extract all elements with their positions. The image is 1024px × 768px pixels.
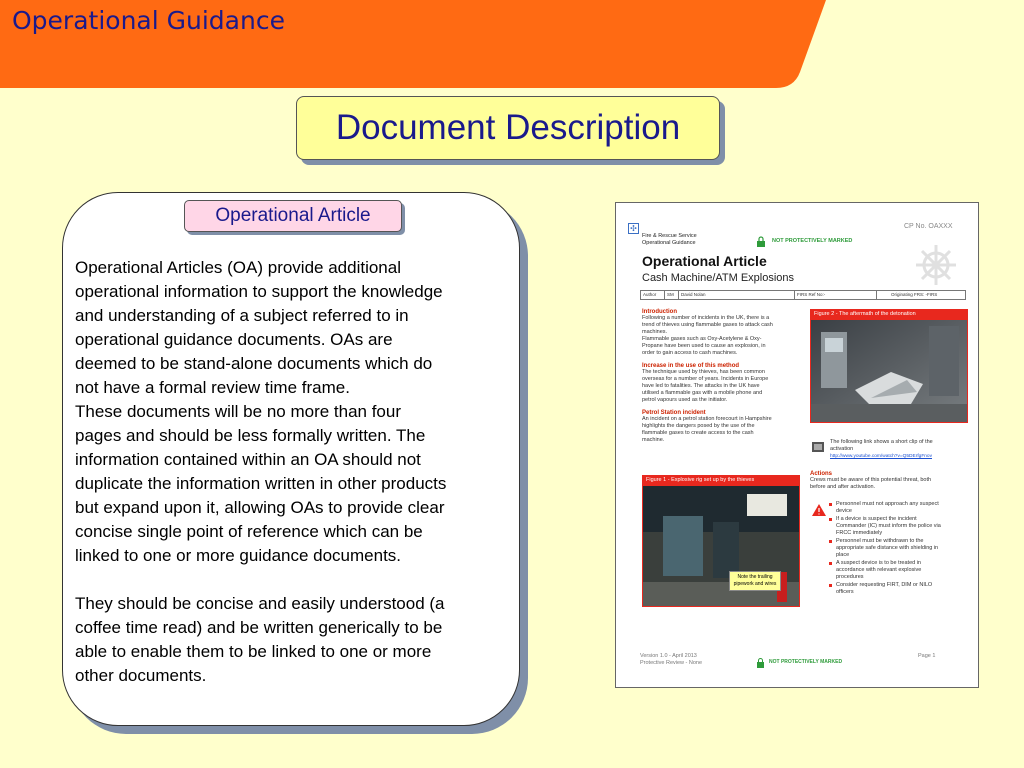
bullet-square-icon — [829, 562, 832, 565]
doc-bullet-line: device — [836, 508, 852, 514]
slide-title: Document Description — [296, 96, 720, 160]
doc-bullets — [828, 501, 972, 597]
bullet-square-icon — [829, 540, 832, 543]
doc-section-line: Propane have been used to cause an explosion, in — [642, 343, 766, 349]
card-line: operational guidance documents. OAs are — [75, 330, 393, 349]
card-line: and understanding of a subject referred to in — [75, 306, 409, 325]
doc-section-line: utilised a flammable gas with a mobile phone and — [642, 390, 763, 396]
doc-section-line: order to gain access to cash machines. — [642, 350, 738, 356]
doc-bullet-line: Personnel must not approach any suspect — [836, 501, 939, 507]
card-line: but expand upon it, allowing OAs to provide clear — [75, 498, 445, 517]
doc-section-line: machine. — [642, 437, 665, 443]
doc-section-line: Flammable gases such as Oxy-Acetylene & Oxy- — [642, 336, 762, 342]
doc-bullet-line: officers — [836, 589, 854, 595]
meta-cell: Author — [641, 291, 665, 299]
footer-line: Version 1.0 - April 2013 — [640, 653, 697, 659]
doc-bullet-line: If a device is suspect the incident — [836, 516, 917, 522]
card-line: concise single point of reference which can be — [75, 522, 423, 541]
card-body — [75, 256, 515, 688]
doc-sections — [642, 309, 802, 444]
crest-icon — [914, 243, 958, 287]
doc-org-line-2: Operational Guidance — [642, 240, 696, 246]
doc-bullet-line: accordance with relevant explosive — [836, 567, 922, 573]
card-line: pages and should be less formally written. The — [75, 426, 426, 445]
doc-bullet-line: Commander (IC) must inform the police via — [836, 523, 941, 529]
actions-intro-line: before and after activation. — [810, 484, 876, 490]
doc-bullet-line: FRCC immediately — [836, 530, 883, 536]
warning-icon — [812, 503, 826, 515]
document-preview — [615, 202, 979, 688]
bullet-square-icon — [829, 518, 832, 521]
doc-subtitle: Cash Machine/ATM Explosions — [642, 272, 795, 284]
link-line: activation — [830, 446, 854, 452]
card-line: not have a formal review time frame. — [75, 378, 350, 397]
doc-section-line: An incident on a petrol station forecourt in Hampshire — [642, 416, 772, 422]
doc-bullet-line: procedures — [836, 574, 864, 580]
figure-1-note — [729, 571, 781, 591]
card-line: Operational Articles (OA) provide additional — [75, 258, 401, 277]
bullet-square-icon — [829, 584, 832, 587]
doc-section-line: trend of thieves using flammable gases to attack cash — [642, 322, 773, 328]
card-line: information contained within an OA should not — [75, 450, 421, 469]
doc-footer-marking: NOT PROTECTIVELY MARKED — [769, 659, 843, 665]
meta-cell: SM — [665, 291, 679, 299]
doc-bullet-item — [828, 560, 972, 581]
note-line: Note the trailing — [737, 574, 773, 580]
meta-cell: Originating FRS: -FIRS — [891, 292, 938, 297]
doc-org-line-1: Fire & Rescue Service — [642, 233, 697, 239]
doc-link-text — [830, 439, 970, 460]
doc-section-line: flammable gases to create access to the cash — [642, 430, 754, 436]
card-tab-label: Operational Article — [184, 200, 402, 232]
doc-section-line: highlights the dangers posed by the use of the — [642, 423, 755, 429]
doc-bullet-item — [828, 538, 972, 559]
footer-line: Protective Review - None — [640, 660, 703, 666]
figure-2 — [810, 309, 968, 423]
card-paragraph-2 — [75, 592, 515, 688]
doc-bullet-line: place — [836, 552, 850, 558]
doc-section-heading: Introduction — [642, 309, 677, 315]
move-handle-icon: ✣ — [628, 223, 639, 234]
doc-bullet-line: appropriate safe distance with shielding in — [836, 545, 939, 551]
doc-footer-left — [640, 653, 702, 667]
card-line: deemed to be stand-alone documents which do — [75, 354, 433, 373]
doc-section-line: Following a number of incidents in the UK, there is a — [642, 315, 770, 321]
padlock-icon — [756, 234, 766, 245]
figure-2-caption: Figure 2 - The aftermath of the detonation — [811, 310, 967, 320]
doc-bullet-line: A suspect device is to be treated in — [836, 560, 921, 566]
card-paragraph-1 — [75, 256, 515, 568]
doc-marking: NOT PROTECTIVELY MARKED — [772, 238, 853, 244]
doc-section-line: overseas for a number of years. Incidents in Europe — [642, 376, 769, 382]
card-line: operational information to support the knowledge — [75, 282, 443, 301]
doc-section-heading: Increase in the use of this method — [642, 363, 740, 369]
doc-bullet-line: Personnel must be withdrawn to the — [836, 538, 924, 544]
doc-section-line: have led to fatalities. The attacks in the UK have — [642, 383, 760, 389]
card-line: other documents. — [75, 666, 207, 685]
card-line: able to enable them to be linked to one or more — [75, 642, 432, 661]
doc-cp-no: CP No. OAXXX — [904, 223, 953, 230]
actions-intro-line: Crews must be aware of this potential threat, both — [810, 477, 932, 483]
doc-section-line: The technique used by thieves, has been common — [642, 369, 765, 375]
link-line: The following link shows a short clip of the — [830, 439, 933, 445]
note-line: pipework and wires — [733, 581, 777, 587]
doc-bullet-item — [828, 516, 972, 537]
card-line: linked to one or more guidance documents. — [75, 546, 402, 565]
video-link[interactable]: http://www.youtube.com/watch?v=Q5DErfgFnov — [830, 454, 932, 459]
doc-section-line: petrol vapours used as the initiator. — [642, 397, 728, 403]
doc-section-line: machines. — [642, 329, 668, 335]
doc-org — [642, 233, 697, 247]
aftermath-photo — [811, 320, 968, 423]
doc-footer-page: Page 1 — [918, 653, 936, 659]
card-line: These documents will be no more than four — [75, 402, 402, 421]
doc-title: Operational Article — [642, 253, 767, 269]
meta-cell: David Nolan — [679, 291, 795, 299]
doc-bullet-item — [828, 501, 972, 515]
card-line: coffee time read) and be written generically to be — [75, 618, 443, 637]
video-icon — [812, 439, 824, 449]
actions-heading: Actions — [810, 471, 833, 477]
card-line: They should be concise and easily understood (a — [75, 594, 445, 613]
bullet-square-icon — [829, 503, 832, 506]
doc-actions — [810, 471, 970, 491]
card-line: duplicate the information written in other products — [75, 474, 447, 493]
figure-1 — [642, 475, 800, 607]
figure-1-caption: Figure 1 - Explosive rig set up by the thieves — [643, 476, 799, 486]
doc-bullet-line: Consider requesting FIRT, DIM or NILO — [836, 582, 933, 588]
footer-padlock-icon — [756, 655, 765, 665]
doc-section-heading: Petrol Station incident — [642, 410, 706, 416]
doc-bullet-item — [828, 582, 972, 596]
meta-cell: FIRS Ref No:- — [795, 291, 877, 299]
header-title: Operational Guidance — [12, 6, 285, 35]
doc-meta-row — [640, 290, 966, 300]
